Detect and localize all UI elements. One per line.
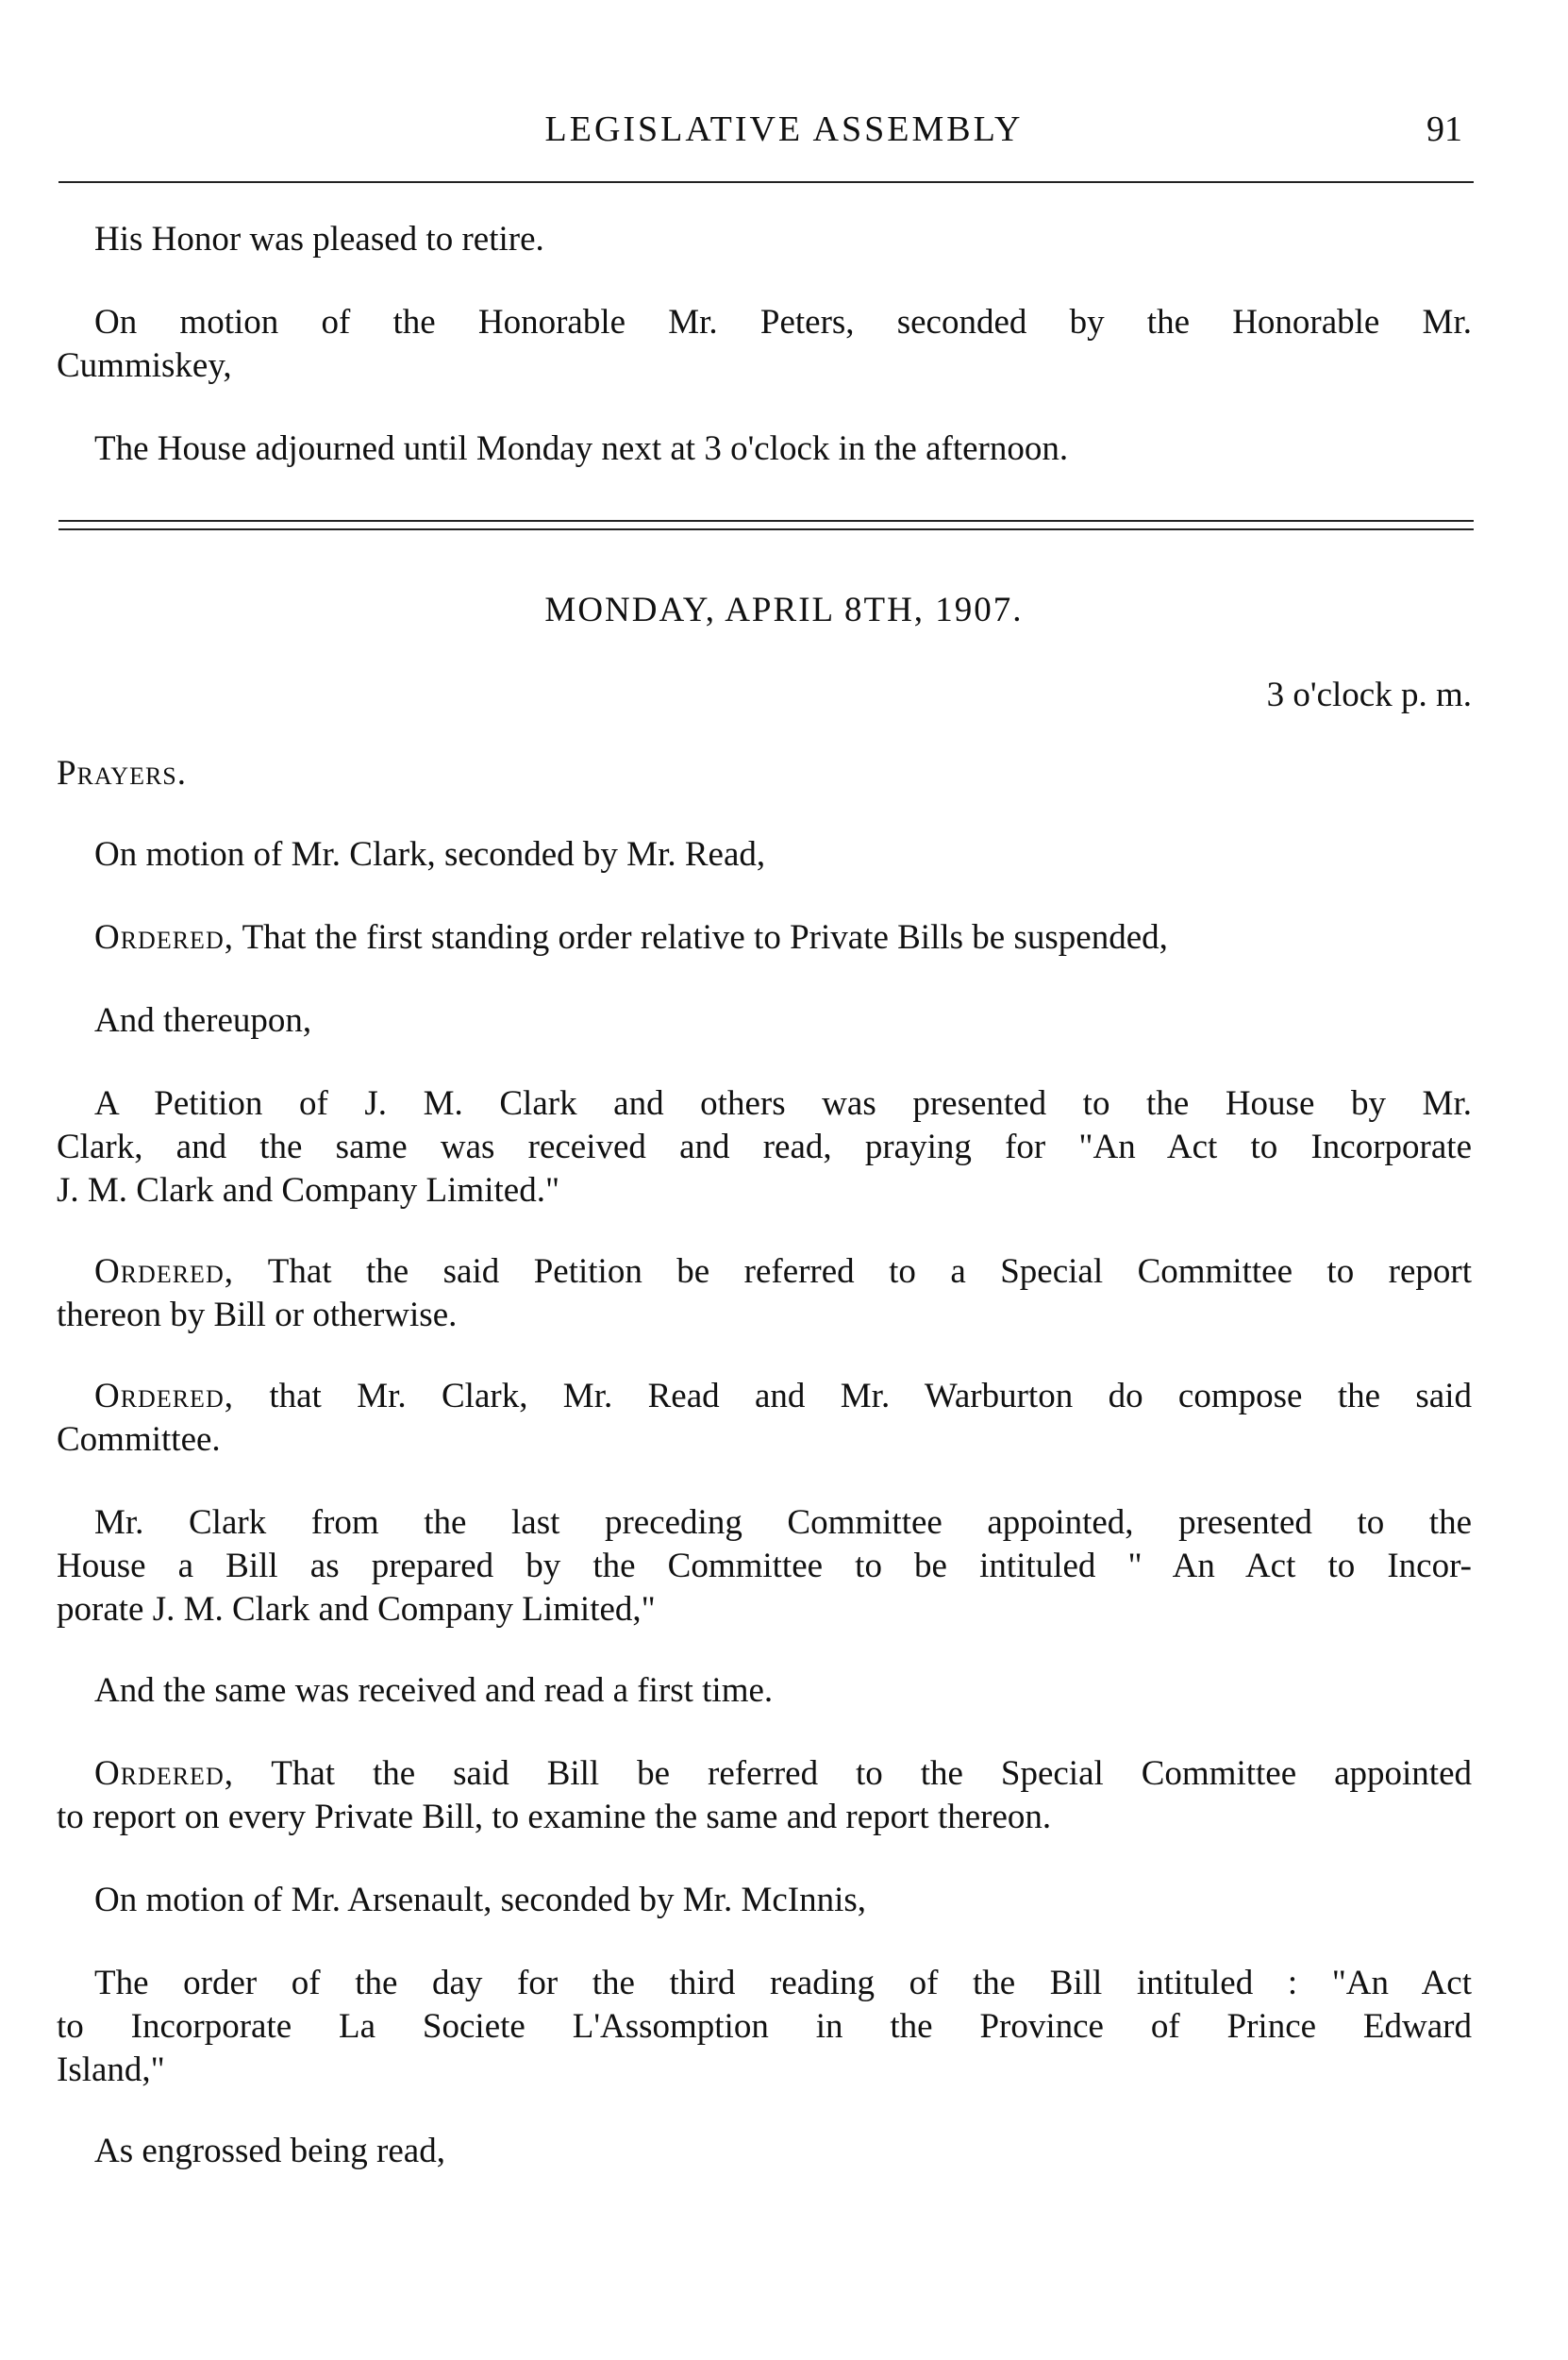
ordered-refer-bill-l1 [94, 1751, 1472, 1796]
report-l2: House a Bill as prepared by the Committee to be intituled " An Act to Incor- [57, 1547, 1472, 1585]
ordered-text: That the first standing order relative to Private Bills be suspended, [233, 918, 1168, 957]
ordered-refer-petition-l2: thereon by Bill or otherwise. [57, 1296, 458, 1334]
double-rule-bottom [58, 528, 1474, 530]
ordered-label: Ordered, [94, 1252, 234, 1291]
ordered-committee-l2: Committee. [57, 1420, 221, 1459]
ordered-committee-l1 [94, 1374, 1472, 1418]
ordered-refer-bill-l2: to report on every Private Bill, to examine the same and report thereon. [57, 1798, 1052, 1836]
order-of-day-l1: The order of the day for the third reading of the Bill intituled : "An Act [94, 1964, 1472, 2002]
ordered-text: That the said Bill be referred to the Special Committee appointed [233, 1754, 1472, 1793]
ordered-text: That the said Petition be referred to a Special Committee to report [233, 1252, 1472, 1291]
motion-clark: On motion of Mr. Clark, seconded by Mr. Read, [94, 835, 766, 874]
first-reading: And the same was received and read a first time. [94, 1671, 774, 1710]
paragraph-retire: His Honor was pleased to retire. [94, 220, 544, 259]
paragraph-adjourned: The House adjourned until Monday next at 3 o'clock in the afternoon. [94, 429, 1069, 468]
petition-l2: Clark, and the same was received and read, praying for "An Act to Incorporate [57, 1128, 1472, 1166]
ordered-text: that Mr. Clark, Mr. Read and Mr. Warburton do compose the said [233, 1377, 1472, 1415]
double-rule-top [58, 520, 1474, 522]
ordered-label: Ordered, [94, 1754, 234, 1793]
thereupon: And thereupon, [94, 1001, 312, 1040]
prayers-label: Prayers. [57, 754, 188, 793]
sitting-time: 3 o'clock p. m. [1266, 676, 1472, 714]
engrossed-read: As engrossed being read, [94, 2132, 445, 2170]
ordered-refer-petition-l1 [94, 1249, 1472, 1294]
order-of-day-l2: to Incorporate La Societe L'Assomption in the Province of Prince Edward [57, 2007, 1472, 2046]
paragraph-motion-peters-l2: Cummiskey, [57, 346, 232, 385]
page-number: 91 [1426, 109, 1462, 149]
header-rule [58, 181, 1474, 183]
order-of-day-l3: Island," [57, 2050, 165, 2089]
report-l1: Mr. Clark from the last preceding Committee appointed, presented to the [94, 1503, 1472, 1542]
motion-arsenault: On motion of Mr. Arsenault, seconded by Mr. McInnis, [94, 1881, 867, 1919]
sitting-date-heading: MONDAY, APRIL 8TH, 1907. [544, 591, 1024, 629]
petition-l3: J. M. Clark and Company Limited." [57, 1171, 560, 1210]
running-head: LEGISLATIVE ASSEMBLY [544, 109, 1024, 149]
petition-l1: A Petition of J. M. Clark and others was presented to the House by Mr. [94, 1084, 1472, 1123]
ordered-label: Ordered, [94, 1377, 234, 1415]
ordered-suspend [94, 915, 1472, 960]
report-l3: porate J. M. Clark and Company Limited," [57, 1590, 656, 1629]
ordered-label: Ordered, [94, 918, 234, 957]
paragraph-motion-peters-l1: On motion of the Honorable Mr. Peters, seconded by the Honorable Mr. [94, 303, 1472, 342]
